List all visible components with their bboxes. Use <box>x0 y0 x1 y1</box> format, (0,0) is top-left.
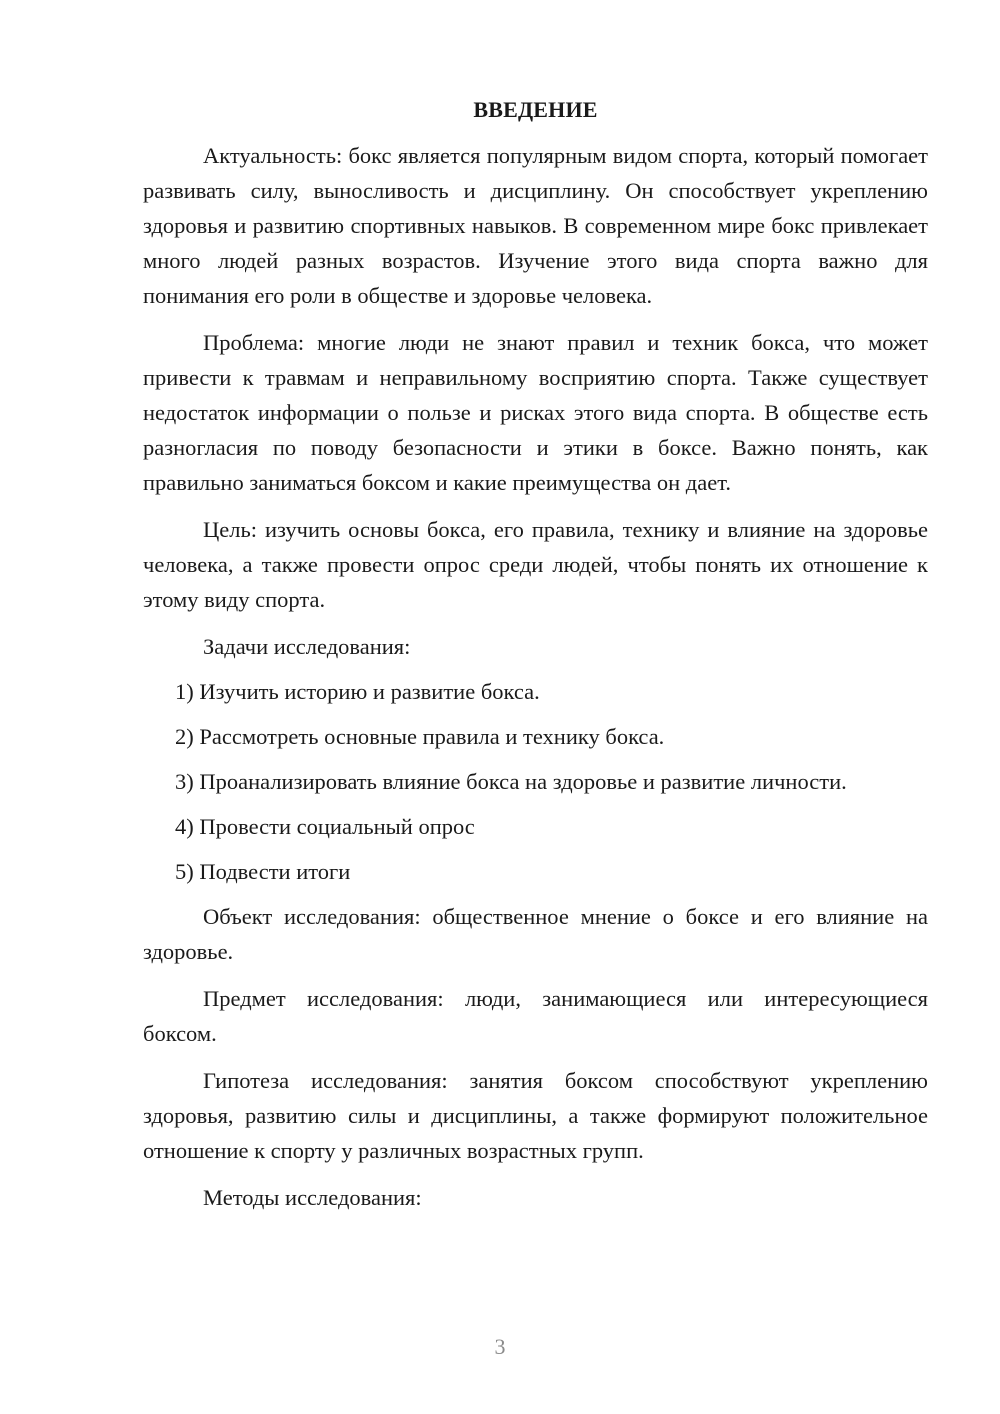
methods-heading: Методы исследования: <box>203 1185 422 1210</box>
paragraph-relevance: Актуальность: бокс является популярным видом спорта, который помогает развивать силу, выносливость и дисциплину. Он способствует укреплению здоровья и развитию спортивных навыков. В современном мире бокс привлекает много людей разных возрастов. Изучение этого вида спорта важно для понимания его роли в обществе и здоровье человека. <box>143 143 928 308</box>
tasks-list <box>143 674 928 889</box>
paragraph-problem: Проблема: многие люди не знают правил и техник бокса, что может привести к травмам и неправильному восприятию спорта. Также существует недостаток информации о пользе и рисках этого вида спорта. В обществе есть разногласия по поводу безопасности и этики в боксе. Важно понять, как правильно заниматься боксом и какие преимущества он дает. <box>143 330 928 495</box>
task-item: 2) Рассмотреть основные правила и технику бокса. <box>175 724 665 749</box>
task-item: 4) Провести социальный опрос <box>175 814 475 839</box>
page-number: 3 <box>494 1334 506 1359</box>
paragraph-object: Объект исследования: общественное мнение о боксе и его влияние на здоровье. <box>143 904 928 964</box>
task-item: 3) Проанализировать влияние бокса на здоровье и развитие личности. <box>175 769 847 794</box>
task-item: 1) Изучить историю и развитие бокса. <box>175 679 540 704</box>
section-title: ВВЕДЕНИЕ <box>473 97 598 122</box>
paragraph-goal: Цель: изучить основы бокса, его правила, технику и влияние на здоровье человека, а также провести опрос среди людей, чтобы понять их отношение к этому виду спорта. <box>143 517 928 612</box>
task-item: 5) Подвести итоги <box>175 859 351 884</box>
paragraph-subject: Предмет исследования: люди, занимающиеся или интересующиеся боксом. <box>143 986 928 1046</box>
paragraph-hypothesis: Гипотеза исследования: занятия боксом способствуют укреплению здоровья, развитию силы и дисциплины, а также формируют положительное отношение к спорту у различных возрастных групп. <box>143 1068 928 1163</box>
tasks-heading: Задачи исследования: <box>203 634 411 659</box>
document-page <box>143 95 928 1227</box>
